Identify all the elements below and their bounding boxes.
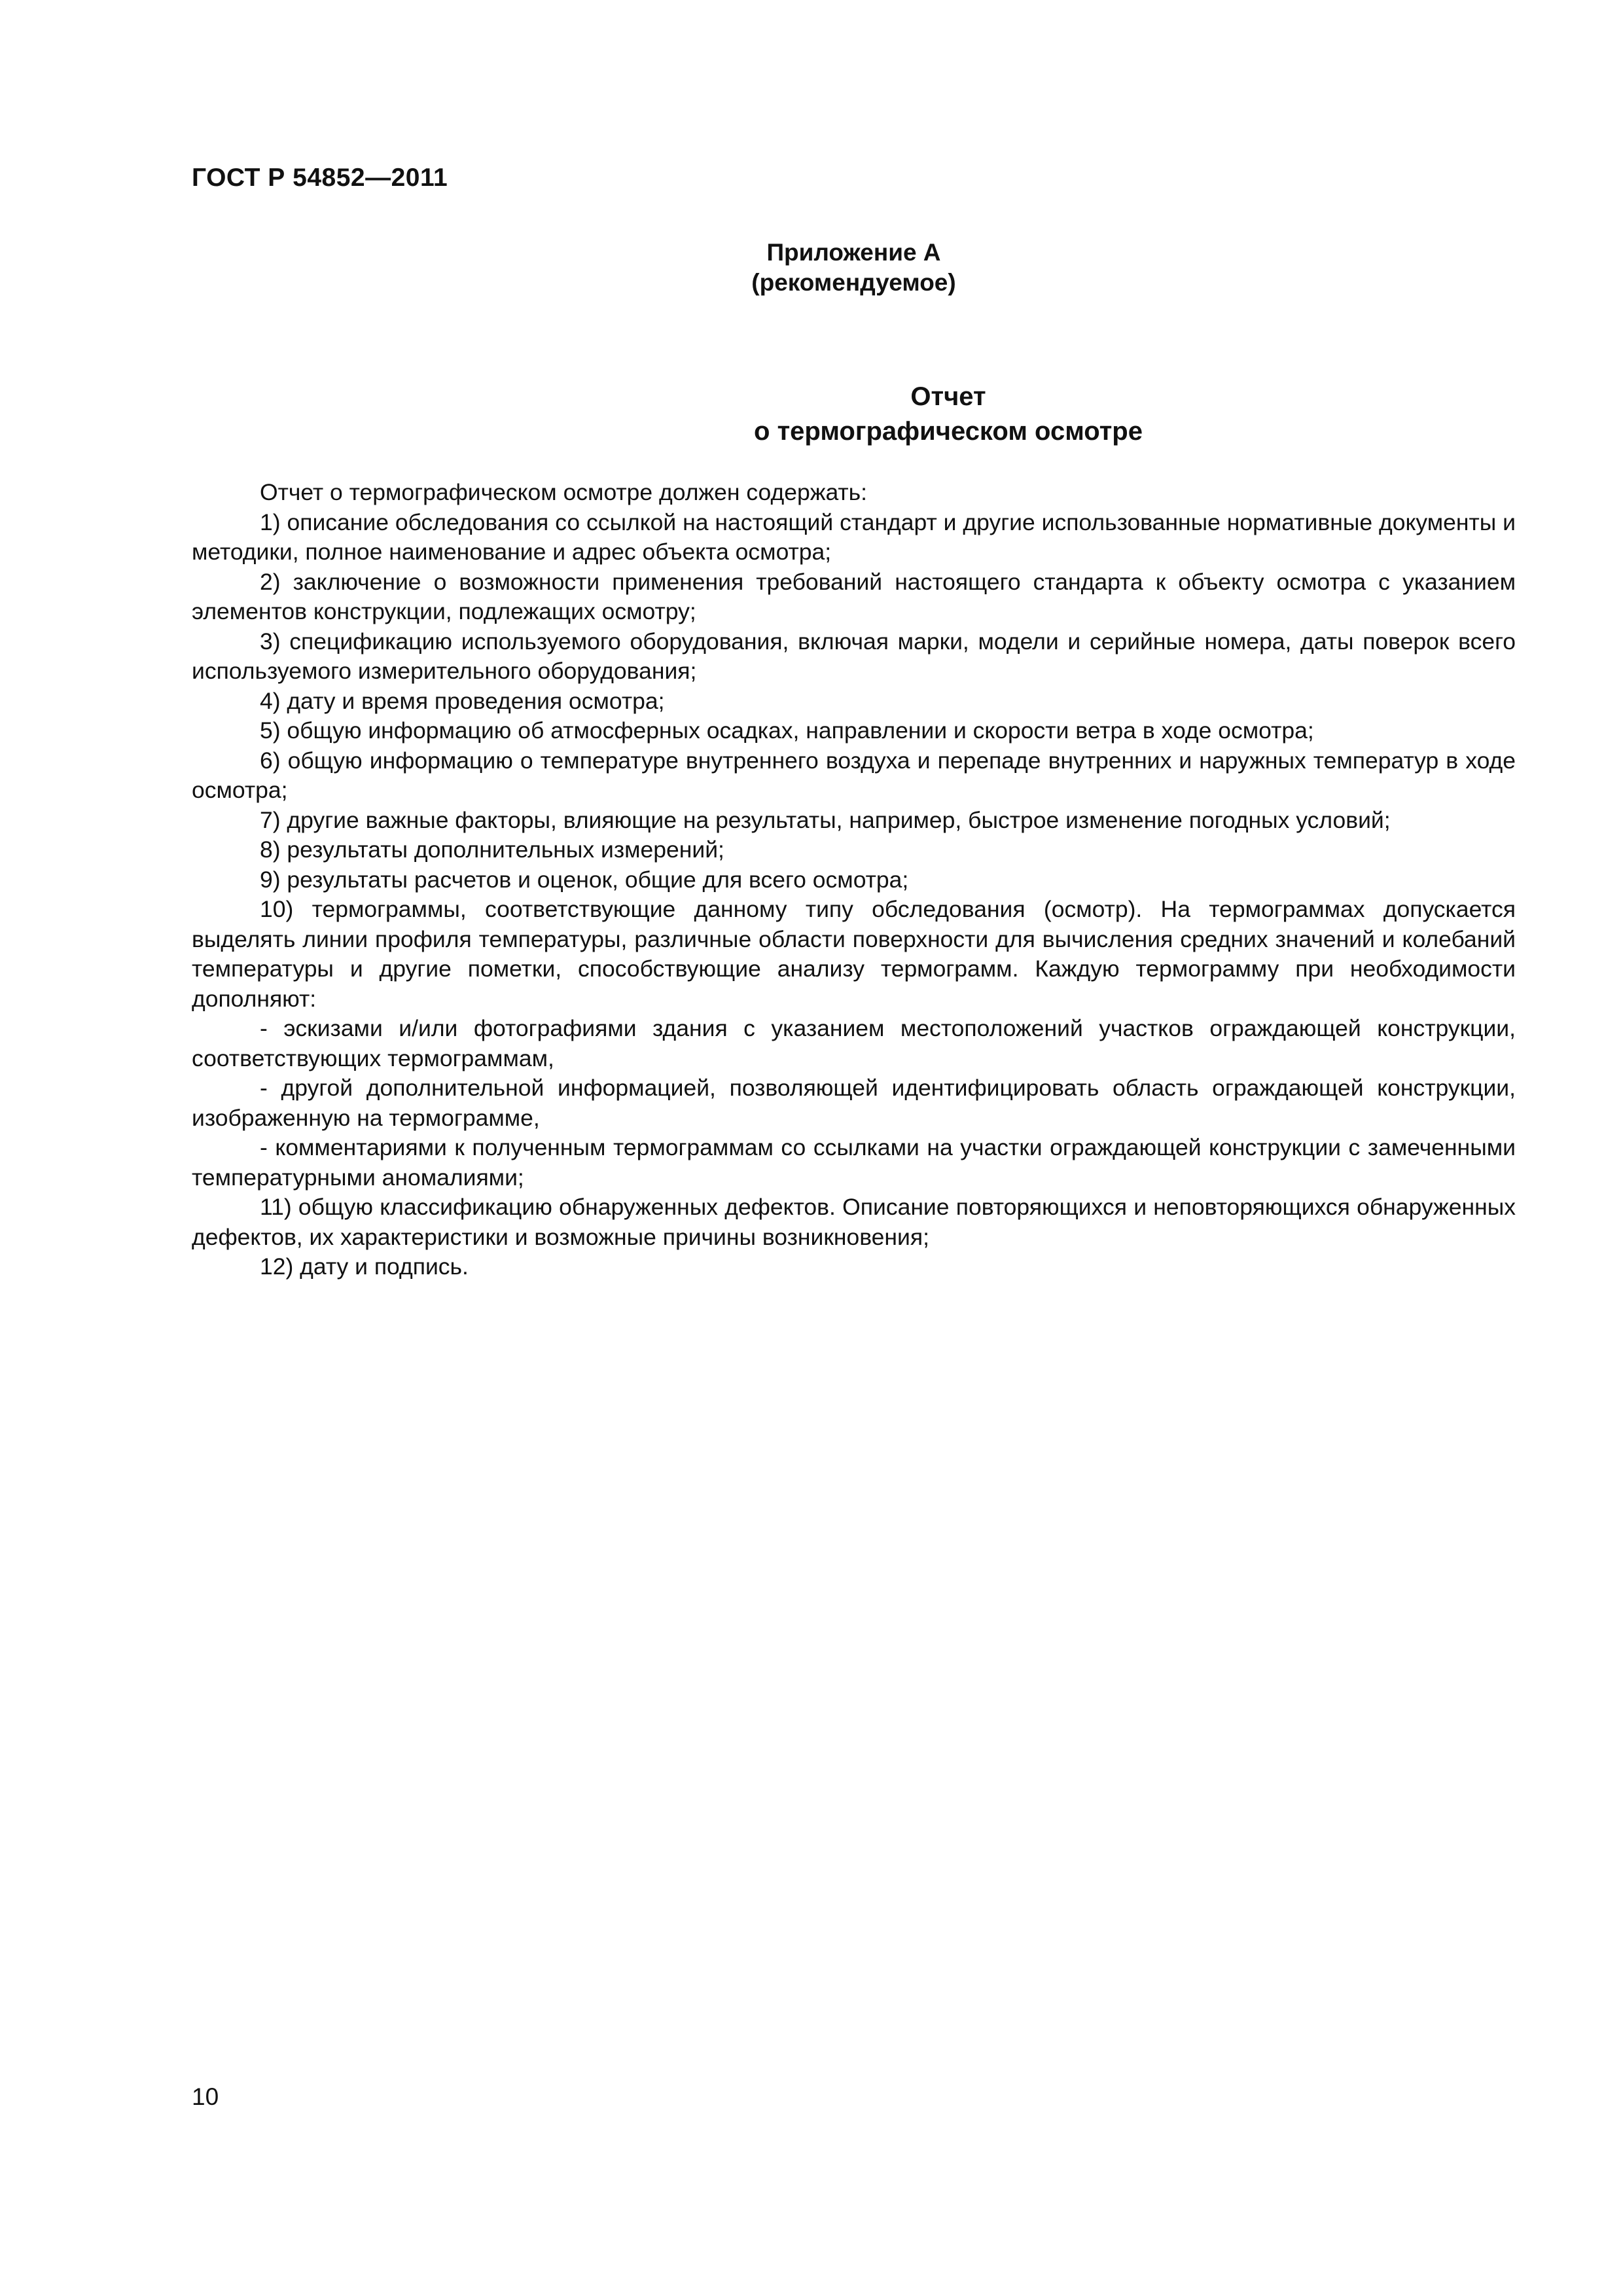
report-title-line-2: о термографическом осмотре xyxy=(754,417,1143,446)
sub-item-additional-info: - другой дополнительной информацией, позволяющей идентифицировать область ограждающей конструкции, изображенную на термограмме, xyxy=(192,1075,1516,1131)
list-item-3: 3) спецификацию используемого оборудования, включая марки, модели и серийные номера, даты поверок всего используемого измерительного оборудования; xyxy=(192,628,1516,684)
list-item-9: 9) результаты расчетов и оценок, общие для всего осмотра; xyxy=(260,866,909,893)
list-item-5: 5) общую информацию об атмосферных осадках, направлении и скорости ветра в ходе осмотра; xyxy=(260,717,1314,744)
list-item-12: 12) дату и подпись. xyxy=(260,1253,469,1280)
appendix-title: Приложение А xyxy=(766,239,941,266)
report-title-line-1: Отчет xyxy=(910,382,986,411)
report-title xyxy=(192,380,1623,449)
body-text xyxy=(192,478,1516,1282)
document-number: ГОСТ Р 54852—2011 xyxy=(192,164,448,192)
list-item-6: 6) общую информацию о температуре внутреннего воздуха и перепаде внутренних и наружных температур в ходе осмотра; xyxy=(192,747,1516,803)
list-item-4: 4) дату и время проведения осмотра; xyxy=(260,687,665,714)
list-item-2: 2) заключение о возможности применения требований настоящего стандарта к объекту осмотра с указанием элементов конструкции, подлежащих осмотру; xyxy=(192,568,1516,624)
appendix-status: (рекомендуемое) xyxy=(751,269,956,296)
list-item-7: 7) другие важные факторы, влияющие на результаты, например, быстрое изменение погодных условий; xyxy=(260,806,1391,833)
appendix-heading xyxy=(192,238,1516,298)
list-item-1: 1) описание обследования со ссылкой на настоящий стандарт и другие использованные нормативные документы и методики, полное наименование и адрес объекта осмотра; xyxy=(192,509,1516,565)
intro-paragraph: Отчет о термографическом осмотре должен содержать: xyxy=(260,479,868,505)
page-number: 10 xyxy=(192,2083,219,2110)
list-item-11: 11) общую классификацию обнаруженных дефектов. Описание повторяющихся и неповторяющихся обнаруженных дефектов, их характеристики и возможные причины возникновения; xyxy=(192,1194,1516,1250)
sub-item-comments: - комментариями к полученным термограммам со ссылками на участки ограждающей конструкции с замеченными температурными аномалиями; xyxy=(192,1134,1516,1191)
sub-item-sketches: - эскизами и/или фотографиями здания с указанием местоположений участков ограждающей конструкции, соответствующих термограммам, xyxy=(192,1015,1516,1071)
list-item-8: 8) результаты дополнительных измерений; xyxy=(260,836,724,863)
list-item-10: 10) термограммы, соответствующие данному типу обследования (осмотр). На термограммах допускается выделять линии профиля температуры, различные области поверхности для вычисления средних значений и колебаний температуры и другие пометки, способствующие анализу термограмм. Каждую термограмму при необходимости дополняют: xyxy=(192,896,1516,1012)
